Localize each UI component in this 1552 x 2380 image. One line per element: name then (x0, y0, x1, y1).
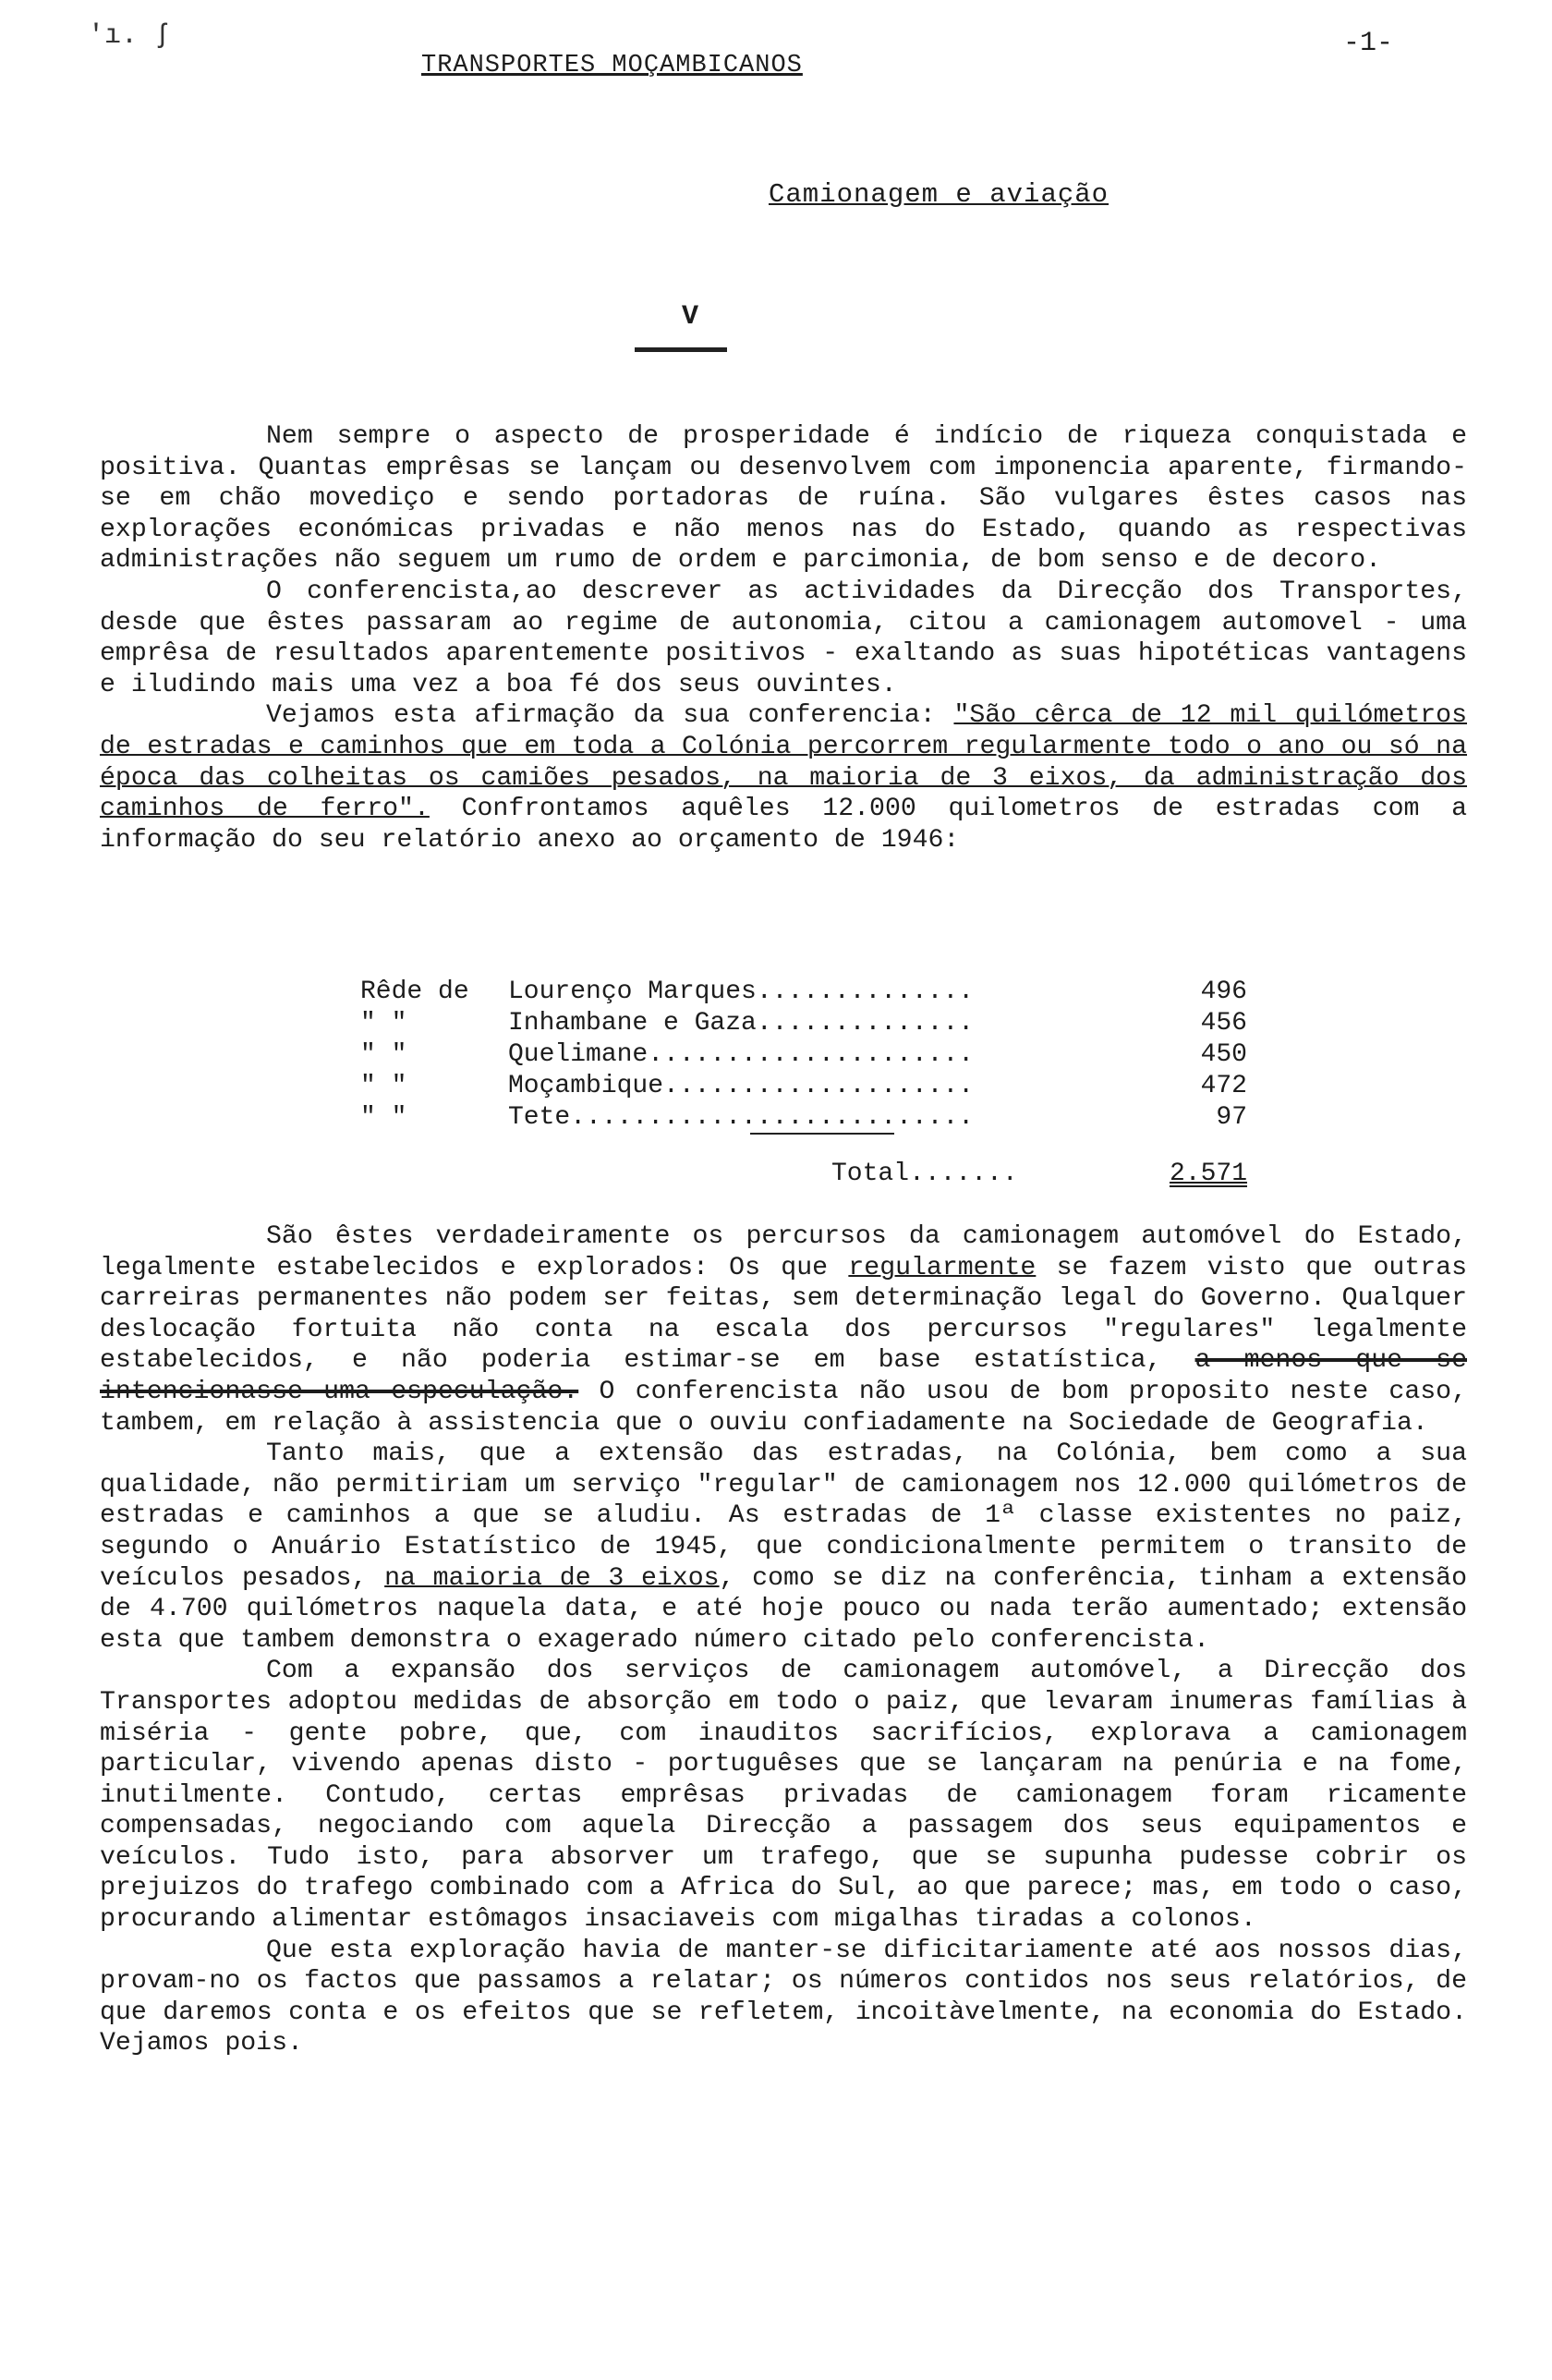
row-prefix: " " (360, 1103, 407, 1132)
page-number: -1- (1343, 28, 1394, 59)
paragraph-4-underlined: regularmente (848, 1253, 1037, 1282)
row-prefix: " " (360, 1072, 407, 1100)
paragraph-4-c: O conferencista não usou de bom proposito neste caso, tambem, em relação à assistencia que o ouviu confiadamente na Sociedade de Geografia. (100, 1377, 1467, 1438)
row-prefix: Rêde de (360, 978, 469, 1006)
row-value: 450 (1200, 1040, 1247, 1069)
paragraph-5-b: , como se diz na conferência, tinham a extensão de 4.700 quilómetros naquela data, e até hoje pouco ou nada terão aumentado; extensão esta que tambem demonstra o exagerado número citado pelo conferencista. (100, 1563, 1467, 1655)
paragraph-5 (100, 1439, 1467, 1656)
paragraph-3-quote: "São cêrca de 12 mil quilómetros de estradas e caminhos que em toda a Colónia percorrem regularmente todo o ano ou só na época das colheitas os camiões pesados, na maioria de 3 eixos, da administração dos caminhos de ferro". (100, 701, 1467, 824)
table-row (360, 1071, 1275, 1102)
table-row (360, 1039, 1275, 1071)
body-block-2 (100, 1221, 1467, 2059)
row-value: 97 (1216, 1103, 1247, 1132)
section-divider (635, 347, 727, 352)
paragraph-4 (100, 1221, 1467, 1439)
total-rule (750, 1133, 894, 1135)
row-prefix: " " (360, 1009, 407, 1038)
row-label: Tete.......................... (508, 1103, 975, 1132)
row-prefix: " " (360, 1040, 407, 1069)
paragraph-4-a: São êstes verdadeiramente os percursos da camionagem automóvel do Estado, legalmente estabelecidos e explorados: Os que (100, 1222, 1467, 1282)
total-label: Total....... (831, 1160, 1018, 1188)
handwritten-marks: 'ı. ʃ (88, 20, 172, 52)
total-value: 2.571 (1169, 1160, 1247, 1188)
body-block-1 (100, 421, 1467, 856)
row-label: Inhambane e Gaza.............. (508, 1009, 975, 1038)
row-value: 472 (1200, 1072, 1247, 1100)
table-row (360, 1008, 1275, 1039)
paragraph-6: Com a expansão dos serviços de camionagem automóvel, a Direcção dos Transportes adoptou medidas de absorção em todo o paiz, que levaram inumeras famílias à miséria - gente pobre, que, com inauditos sacrifícios, explorava a camionagem particular, vivendo apenas disto - portuguêses que se lançaram na penúria e na fome, inutilmente. Contudo, certas emprêsas privadas de camionagem foram ricamente compensadas, negociando com aquela Direcção a passagem dos seus equipamentos e veículos. Tudo isto, para absorver um trafego, que se supunha pudesse cobrir os prejuizos do trafego combinado com a Africa do Sul, ao que parece; mas, em todo o caso, procurando alimentar estômagos insaciaveis com migalhas tiradas a colonos. (100, 1657, 1467, 1935)
document-header-title: TRANSPORTES MOÇAMBICANOS (421, 52, 803, 79)
section-number: V (682, 301, 699, 333)
row-label: Lourenço Marques.............. (508, 978, 975, 1006)
paragraph-4-struck: a menos que se intencionasse uma especulação. (100, 1346, 1467, 1406)
paragraph-4-b: se fazem visto que outras carreiras permanentes não podem ser feitas, sem determinação legal do Governo. Qualquer deslocação fortuita não conta na escala dos percursos "regulares" legalmente estabelecidos, e não poderia estimar-se em base estatística, (100, 1253, 1468, 1376)
paragraph-3 (100, 700, 1467, 856)
paragraph-3-intro: Vejamos esta afirmação da sua conferencia: (266, 701, 936, 731)
row-value: 456 (1200, 1009, 1247, 1038)
row-label: Quelimane..................... (508, 1040, 975, 1069)
paragraph-2: O conferencista,ao descrever as actividades da Direcção dos Transportes, desde que êstes passaram ao regime de autonomia, citou a camionagem automovel - uma emprêsa de resultados aparentemente positivos - exaltando as suas hipotéticas vantagens e iludindo mais uma vez a boa fé dos seus ouvintes. (100, 577, 1467, 699)
table-row (360, 977, 1275, 1008)
paragraph-3-rest: Confrontamos aquêles 12.000 quilometros de estradas com a informação do seu relatório anexo ao orçamento de 1946: (100, 795, 1468, 855)
table-row (360, 1102, 1275, 1134)
paragraph-7: Que esta exploração havia de manter-se dificitariamente até aos nossos dias, provam-no os factos que passamos a relatar; os números contidos nos seus relatórios, de que daremos conta e os efeitos que se refletem, incoitàvelmente, na economia do Estado. Vejamos pois. (100, 1936, 1467, 2058)
paragraph-5-underlined: na maioria de 3 eixos (384, 1563, 720, 1593)
row-label: Moçambique.................... (508, 1072, 975, 1100)
paragraph-1: Nem sempre o aspecto de prosperidade é indício de riqueza conquistada e positiva. Quantas emprêsas se lançam ou desenvolvem com imponencia aparente, firmando-se em chão movediço e sendo portadoras de ruína. São vulgares êstes casos nas explorações económicas privadas e não menos nas do Estado, quando as respectivas administrações não seguem um rumo de ordem e parcimonia, de bom senso e de decoro. (100, 422, 1467, 576)
paragraph-5-a: Tanto mais, que a extensão das estradas, na Colónia, bem como a sua qualidade, não permitiriam um serviço "regular" de camionagem nos 12.000 quilómetros de estradas e caminhos a que se aludiu. As estradas de 1ª classe existentes no paiz, segundo o Anuário Estatístico de 1945, que condicionalmente permitem o transito de veículos pesados, (100, 1439, 1467, 1593)
road-network-table (360, 977, 1275, 1134)
section-title: Camionagem e aviação (769, 179, 1109, 210)
row-value: 496 (1200, 978, 1247, 1006)
